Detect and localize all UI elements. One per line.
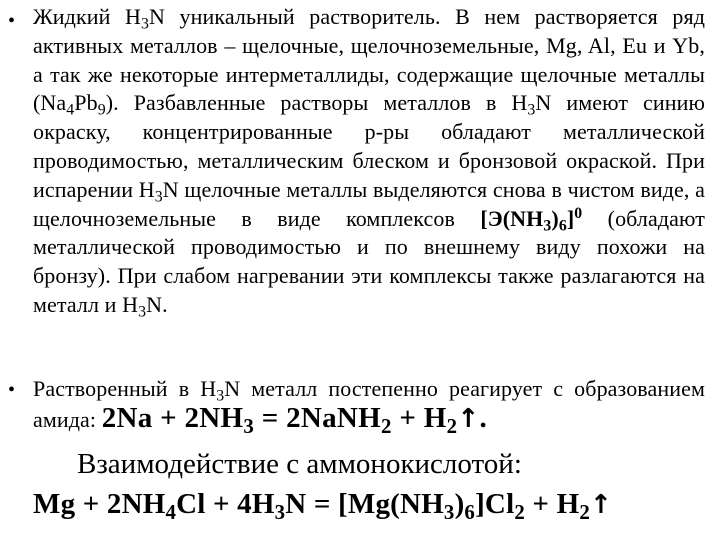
text-run: Растворенный в H (33, 376, 217, 401)
text-run: Mg + 2NH (33, 488, 166, 520)
bullet-1: • (8, 10, 16, 32)
subscript: 2 (514, 499, 525, 524)
subscript: 6 (464, 499, 476, 524)
up-arrow-icon: ↑ (457, 403, 480, 434)
subscript: 3 (443, 499, 455, 524)
subscript: 4 (165, 499, 177, 524)
subscript: 3 (543, 217, 552, 234)
subscript: 3 (216, 387, 225, 405)
subscript: 3 (243, 413, 255, 438)
text-run: N имеют синию окраску, концентрированные р-ры обладают металлической проводимостью, металлическим блеском и бронзовой окраской. При испарении H (33, 90, 705, 202)
amide-equation (101, 401, 488, 438)
text-run: N щелочные металлы выделяются снова в чистом виде, а щелочноземельные в виде комплексов (33, 176, 705, 231)
text-run: ]Cl (475, 488, 515, 520)
subscript: 3 (274, 499, 286, 524)
text-run: ). Разбавленные растворы металлов в H (105, 90, 528, 116)
text-run: N металл постепенно реагирует с образованием амида: (33, 376, 705, 432)
subscript: 2 (381, 413, 392, 438)
bullet-2: • (8, 379, 16, 401)
text-run: Жидкий H (33, 4, 142, 29)
complex-formula (480, 204, 583, 234)
text-run: N = [Mg(NH (285, 488, 444, 520)
text-run: N уникальный растворитель. В нем растворяется ряд активных металлов – щелочные, щелочноземельные, Mg, Al, Eu и Yb, а так же некоторые интерметаллиды, содержащие щелочные металлы (Na (33, 4, 705, 116)
subscript: 4 (66, 101, 75, 119)
subscript: 9 (97, 101, 106, 119)
text-run: Cl + 4H (176, 488, 275, 520)
text-run: . (479, 401, 488, 434)
text-run: ) (454, 488, 465, 520)
subscript: 3 (138, 303, 147, 321)
subscript: 6 (558, 217, 567, 234)
text-run: + H (391, 401, 447, 434)
text-run: + H (524, 488, 580, 520)
paragraph-2 (33, 375, 705, 438)
superscript: 0 (574, 204, 583, 222)
text-run: Pb (74, 90, 98, 116)
subscript: 2 (579, 499, 590, 524)
text-run: = 2NaNH (254, 401, 382, 434)
text-run: 2Na + 2NH (101, 401, 244, 434)
text-run: (обладают металлической проводимостью и по внешнему виду похожи на бронзу). При слабом нагревании эти комплексы также разлагаются на металл и H (33, 205, 705, 317)
section-heading: Взаимодействие с аммонокислотой: (77, 448, 522, 480)
text-run: [Э(NH (480, 205, 544, 231)
paragraph-1 (33, 3, 705, 320)
subscript: 3 (527, 101, 536, 119)
subscript: 3 (154, 188, 163, 206)
ammonoacid-equation (33, 487, 713, 522)
subscript: 3 (141, 15, 150, 33)
text-run: ] (566, 205, 575, 231)
up-arrow-icon: ↑ (590, 490, 613, 520)
text-run: N. (146, 291, 168, 317)
text-run: ) (551, 205, 559, 231)
subscript: 2 (446, 413, 458, 438)
